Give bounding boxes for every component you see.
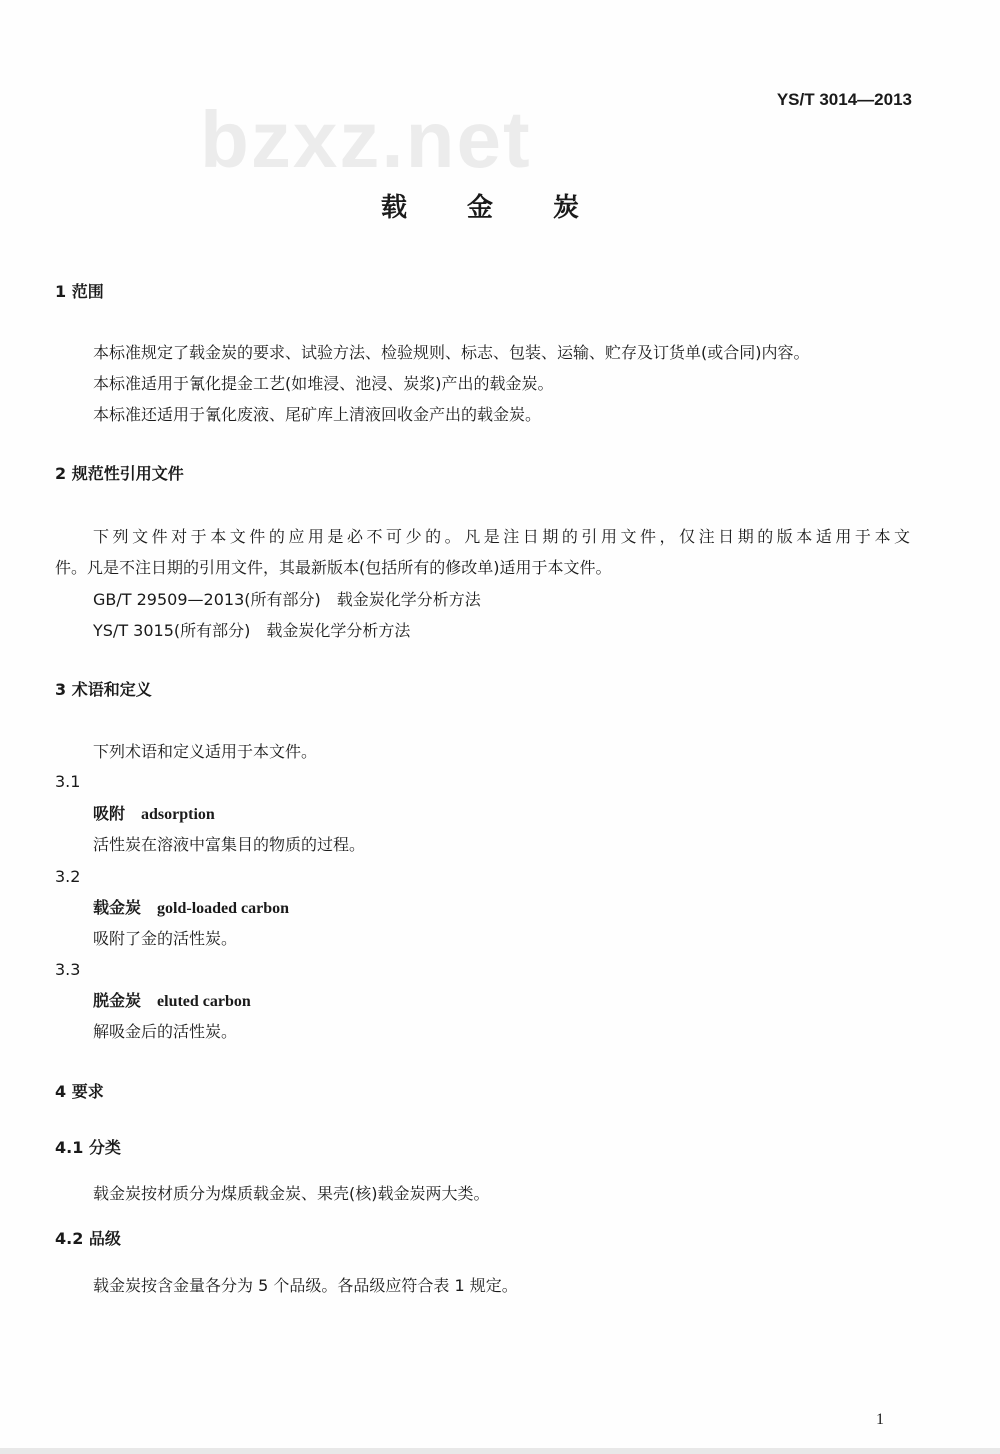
term-en: eluted carbon [157,993,251,1010]
reference-item: YS/T 3015(所有部分) 载金炭化学分析方法 [93,621,411,640]
term-name [93,991,251,1012]
term-zh: 脱金炭 [93,991,142,1010]
term-definition: 吸附了金的活性炭。 [93,929,238,948]
document-title: 载金炭 [380,193,639,223]
term-name [93,898,289,919]
paragraph: 下列文件对于本文件的应用是必不可少的。凡是注日期的引用文件，仅注日期的版本适用于本文 [93,527,910,546]
section-1-heading: 1 范围 [55,282,104,301]
term-definition: 解吸金后的活性炭。 [93,1022,238,1041]
section-3-heading: 3 术语和定义 [55,680,152,699]
reference-item: GB/T 29509—2013(所有部分) 载金炭化学分析方法 [93,590,481,609]
paragraph: 载金炭按含金量各分为 5 个品级。各品级应符合表 1 规定。 [93,1276,518,1295]
page-edge [0,1448,1000,1454]
section-2-heading: 2 规范性引用文件 [55,464,184,483]
paragraph: 本标准适用于氰化提金工艺(如堆浸、池浸、炭浆)产出的载金炭。 [93,374,554,393]
term-zh: 载金炭 [93,898,142,917]
standard-number: YS/T 3014—2013 [776,90,912,109]
paragraph: 载金炭按材质分为煤质载金炭、果壳(核)载金炭两大类。 [93,1184,490,1203]
term-number: 3.3 [55,960,81,979]
term-definition: 活性炭在溶液中富集目的物质的过程。 [93,835,366,854]
term-en: adsorption [141,806,215,823]
term-number: 3.2 [55,867,81,886]
paragraph: 本标准规定了载金炭的要求、试验方法、检验规则、标志、包装、运输、贮存及订货单(或合同)内容。 [93,343,810,362]
paragraph: 下列术语和定义适用于本文件。 [93,742,318,761]
section-4-2-heading: 4.2 品级 [55,1229,121,1248]
term-number: 3.1 [55,772,81,791]
term-en: gold-loaded carbon [157,900,290,917]
section-4-1-heading: 4.1 分类 [55,1138,121,1157]
paragraph: 本标准还适用于氰化废液、尾矿库上清液回收金产出的载金炭。 [93,405,542,424]
term-name [93,804,215,825]
page-number: 1 [876,1411,884,1428]
section-4-heading: 4 要求 [55,1082,104,1101]
term-zh: 吸附 [93,804,126,823]
watermark: bzxz.net [200,95,532,184]
paragraph: 件。凡是不注日期的引用文件，其最新版本(包括所有的修改单)适用于本文件。 [55,558,612,577]
